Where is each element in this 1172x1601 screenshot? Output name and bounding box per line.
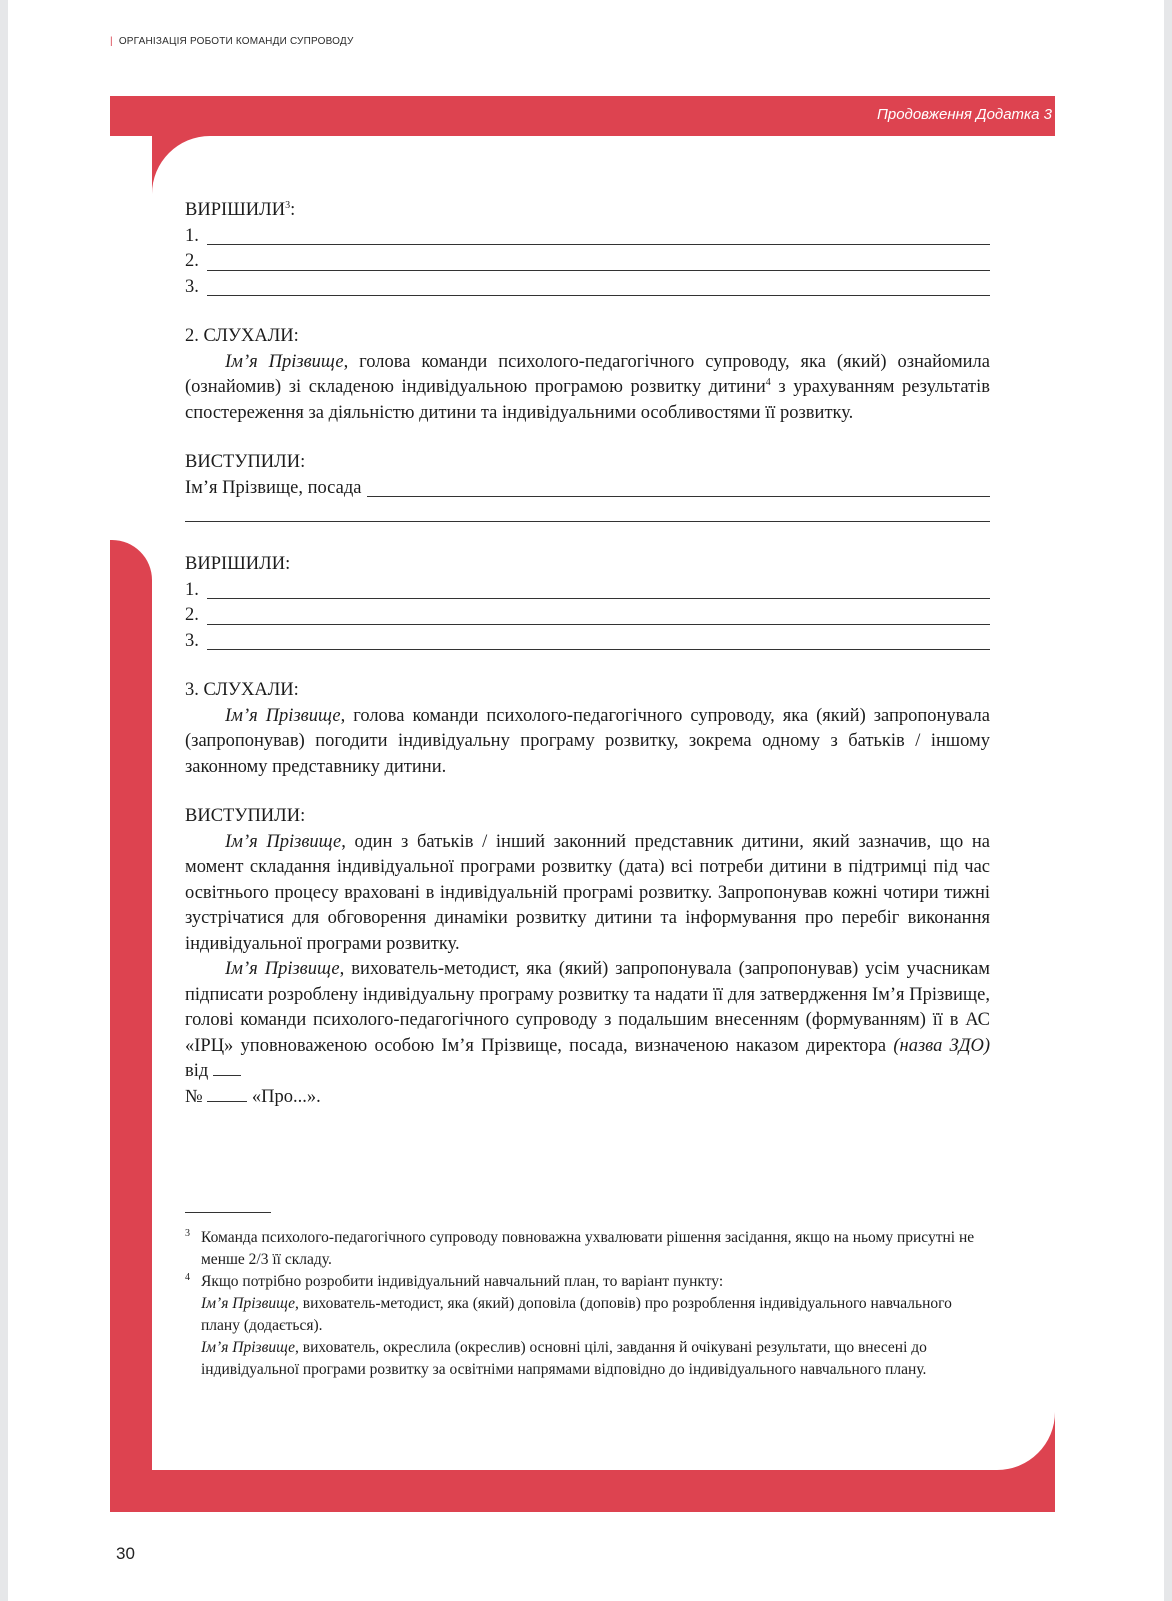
number-fill-line[interactable]: [207, 1101, 247, 1102]
footnote-variant-1: Ім’я Прізвище, вихователь-методист, яка (який) доповіла (доповів) про розроблення індивідуального навчального плану (додається).: [201, 1295, 952, 1334]
footnote-separator: [185, 1212, 271, 1213]
decision-line[interactable]: 3.: [185, 629, 990, 655]
footnote-ref-4: 4: [765, 376, 771, 388]
person-name: Ім’я Прізвище: [225, 959, 340, 979]
footnote-3: [185, 1227, 990, 1271]
footnote-ref-3: 3: [285, 199, 291, 211]
fill-line[interactable]: [207, 252, 990, 271]
decision-line[interactable]: 3.: [185, 275, 990, 301]
institution-placeholder: (назва ЗДО): [893, 1035, 991, 1056]
header-marker: |: [110, 36, 113, 47]
decision-line[interactable]: 2.: [185, 603, 990, 629]
fill-line[interactable]: [207, 226, 990, 245]
footnote-variant-2: Ім’я Прізвище, вихователь, окреслила (окреслив) основні цілі, завдання й очікувані результати, що внесені до індивідуальної програми розвитку за освітніми напрямами відповідно до індивідуального навчального плану.: [201, 1339, 927, 1378]
spoke-heading-2: ВИСТУПИЛИ:: [185, 452, 306, 472]
footnote-text: Якщо потрібно розробити індивідуальний навчальний план, то варіант пункту:: [201, 1273, 724, 1290]
spoke-heading-3: ВИСТУПИЛИ:: [185, 806, 306, 826]
fill-line-full[interactable]: [185, 501, 990, 522]
speaker-line[interactable]: Ім’я Прізвище, посада: [185, 476, 990, 502]
heard-heading-3: 3. СЛУХАЛИ:: [185, 680, 299, 700]
fill-line[interactable]: [207, 606, 990, 625]
decision-line[interactable]: 2.: [185, 249, 990, 275]
fill-line[interactable]: [367, 478, 990, 497]
spoke-paragraph-methodist: Ім’я Прізвище, вихователь-методист, яка (який) запропонувала (запропонував) усім учасникам підписати розроблену індивідуальну програму розвитку та надати її для затвердження Ім’я Прізвище, голові команди психолого-педагогічного супроводу з подальшим внесенням (формуванням) її в АС «ІРЦ» уповноваженою особою Ім’я Прізвище, посада, визначеною наказом директора (назва ЗДО) від № «Про...».: [185, 959, 991, 1107]
appendix-continuation-label: Продовження Додатка 3: [876, 106, 1052, 123]
footnotes: [185, 1212, 990, 1381]
decided-heading-2: ВИРІШИЛИ:: [185, 554, 291, 574]
person-name: Ім’я Прізвище: [225, 705, 341, 726]
fill-line[interactable]: [207, 631, 990, 650]
footnote-4: [185, 1271, 990, 1381]
spoke-paragraph-parent: Ім’я Прізвище, один з батьків / інший законний представник дитини, який зазначив, що на момент складання індивідуальної програми розвитку (дата) всі потреби дитини в підтримці під час освітнього процесу враховані в індивідуальній програмі розвитку. Запропонував кожні чотири тижні зустрічатися для обговорення динаміки розвитку дитини та інформування про перебіг виконання індивідуальної програми розвитку.: [185, 831, 990, 954]
decision-line[interactable]: 1.: [185, 578, 990, 604]
date-fill-line[interactable]: [213, 1075, 241, 1076]
page-number: 30: [116, 1544, 135, 1563]
person-name: Ім’я Прізвище: [225, 831, 342, 852]
running-header-text: ОРГАНІЗАЦІЯ РОБОТИ КОМАНДИ СУПРОВОДУ: [118, 36, 354, 47]
fill-line[interactable]: [207, 580, 990, 599]
heard-paragraph-3: Ім’я Прізвище, голова команди психолого-педагогічного супроводу, яка (який) запропонувала (запропонував) погодити індивідуальну програму розвитку, зокрема одному з батьків / іншому законному представнику дитини.: [185, 705, 990, 777]
fill-line[interactable]: [207, 277, 990, 296]
footnote-marker: 3: [185, 1228, 190, 1239]
footnote-text: Команда психолого-педагогічного супроводу повноважна ухвалювати рішення засідання, якщо на ньому присутні не менше 2/3 її складу.: [201, 1229, 975, 1268]
decided-heading-1: ВИРІШИЛИ$^3$:: [185, 199, 296, 220]
heard-heading-2: 2. СЛУХАЛИ:: [185, 326, 299, 346]
heard-paragraph-2: Ім’я Прізвище, голова команди психолого-педагогічного супроводу, яка (який) ознайомила (ознайомив) зі складеною індивідуальною програмою розвитку дитини$^4$ з урахуванням результатів спостереження за діяльністю дитини та індивідуальними особливостями її розвитку.: [185, 351, 991, 423]
footnote-marker: 4: [185, 1272, 190, 1283]
protocol-content: [185, 198, 990, 1110]
person-name: Ім’я Прізвище: [225, 351, 344, 372]
person-name: Ім’я Прізвище: [201, 1295, 296, 1312]
person-name: Ім’я Прізвище: [201, 1339, 296, 1356]
decision-line[interactable]: 1.: [185, 224, 990, 250]
running-header: [110, 36, 354, 47]
